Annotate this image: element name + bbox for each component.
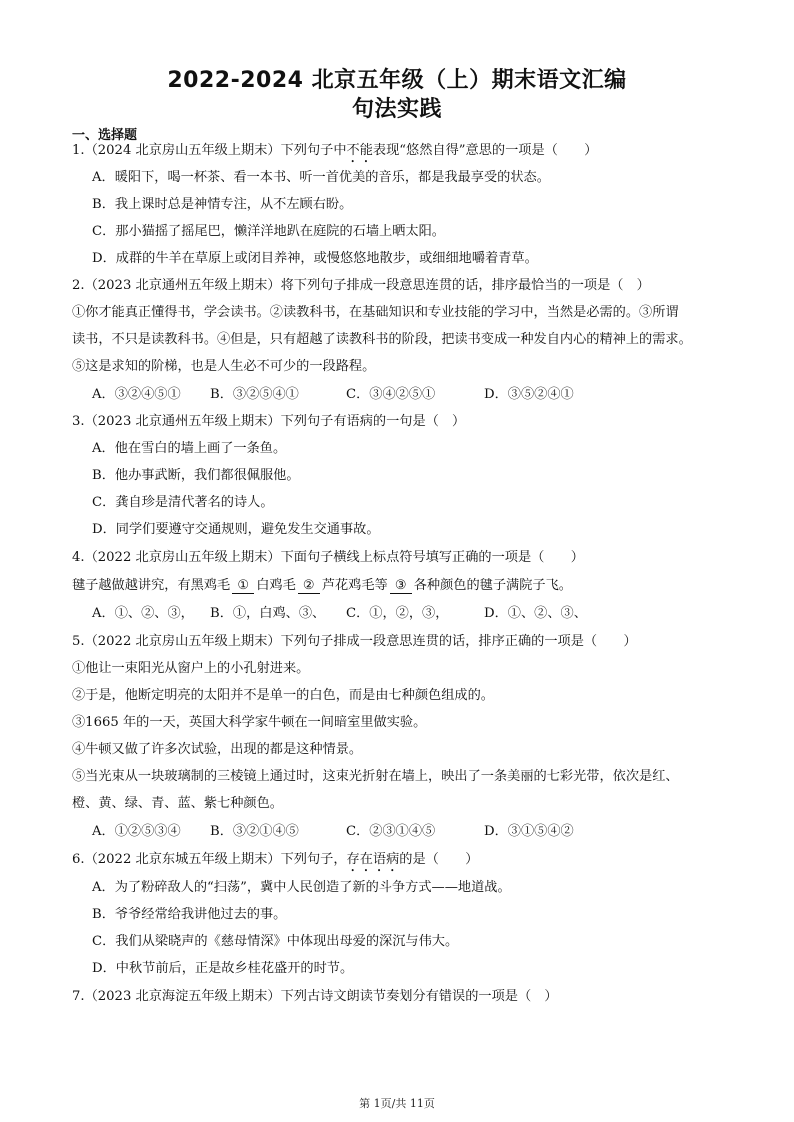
option-b: B．爷爷经常给我讲他过去的事。: [92, 907, 287, 922]
sentence-text: 芦花鸡毛等: [321, 578, 388, 593]
question-number: 6.: [72, 852, 85, 867]
option-a: A．他在雪白的墙上画了一条鱼。: [92, 441, 287, 456]
question-3-stem: [72, 414, 465, 430]
question-source: （2023 北京通州五年级上期末）: [84, 278, 281, 293]
question-1-stem: [72, 143, 597, 166]
question-source: （2022 北京东城五年级上期末）: [84, 852, 281, 867]
page-subtitle: 句法实践: [351, 97, 442, 122]
question-text: 下列句子，: [280, 852, 347, 867]
option-a: A．①、②、③，: [92, 606, 194, 621]
question-text: 下列句子有语病的一句是（ ）: [280, 414, 466, 429]
question-source: （2022 北京房山五年级上期末）: [84, 550, 281, 565]
question-number: 2.: [72, 278, 85, 293]
sentence-3: ③1665 年的一天，英国大科学家牛顿在一间暗室里做实验。: [72, 715, 427, 730]
options-row: [92, 606, 587, 622]
page-footer: 第 1页/共 11页: [359, 1097, 435, 1110]
question-text: 下列古诗文朗读节奏划分有错误的一项是（ ）: [280, 989, 558, 1004]
option-a: A．为了粉碎敌人的“扫荡”，冀中人民创造了新的斗争方式——地道战。: [92, 880, 511, 895]
question-text: 下面句子横线上标点符号填写正确的一项是（ ）: [280, 550, 584, 565]
sentence-1: ①他让一束阳光从窗户上的小孔射进来。: [72, 661, 310, 676]
question-text: 表现“悠然自得”意思的一项是（ ）: [372, 143, 598, 158]
question-text: 下列句子中: [280, 143, 347, 158]
option-b: B．③②①④⑤: [210, 824, 299, 839]
page-title: 2022-2024 北京五年级（上）期末语文汇编: [167, 68, 627, 93]
question-number: 5.: [72, 634, 85, 649]
blank-2: ②: [298, 579, 320, 594]
question-number: 7.: [72, 989, 85, 1004]
option-c: C．我们从梁晓声的《慈母情深》中体现出母爱的深沉与伟大。: [92, 934, 459, 949]
option-c: C．龚自珍是清代著名的诗人。: [92, 495, 274, 510]
option-a: A．③②④⑤①: [92, 387, 181, 402]
option-d: D．成群的牛羊在草原上或闭目养神，或慢悠悠地散步，或细细地嚼着青草。: [92, 251, 538, 266]
passage-line: ⑤这是求知的阶梯，也是人生必不可少的一段路程。: [72, 359, 376, 374]
question-7-stem: [72, 989, 558, 1005]
question-source: （2023 北京海淀五年级上期末）: [84, 989, 281, 1004]
question-5-stem: [72, 634, 637, 650]
passage-line: 读书，不只是读教科书。④但是，只有超越了读教科书的阶段，把读书变成一种发自内心的精神上的需求。: [72, 332, 692, 347]
question-text: 的是（ ）: [399, 852, 479, 867]
option-b: B．③②⑤④①: [210, 387, 299, 402]
question-2-stem: [72, 278, 650, 294]
blank-3: ③: [390, 579, 412, 594]
sentence-text: 毽子越做越讲究，有黑鸡毛: [72, 578, 231, 593]
section-heading: 一、选择题: [72, 128, 138, 143]
option-d: D．中秋节前后，正是故乡桂花盛开的时节。: [92, 961, 354, 976]
question-source: （2022 北京房山五年级上期末）: [84, 634, 281, 649]
option-d: D．③⑤②④①: [484, 387, 574, 402]
question-number: 4.: [72, 550, 85, 565]
sentence-text: 各种颜色的毽子满院子飞。: [413, 578, 572, 593]
option-a: A．暖阳下，喝一杯茶、看一本书、听一首优美的音乐，都是我最享受的状态。: [92, 170, 550, 185]
question-text: 下列句子排成一段意思连贯的话，排序正确的一项是（ ）: [280, 634, 637, 649]
options-row: [92, 387, 574, 403]
question-6-stem: [72, 852, 478, 875]
sentence-with-blanks: [72, 578, 572, 594]
option-b: B．他办事武断，我们都很佩服他。: [92, 468, 300, 483]
option-d: D．同学们要遵守交通规则，避免发生交通事故。: [92, 522, 380, 537]
option-c: C．③④②⑤①: [346, 387, 436, 402]
sentence-5-cont: 橙、黄、绿、青、蓝、紫七种颜色。: [72, 796, 283, 811]
option-c: C．②③①④⑤: [346, 824, 436, 839]
blank-1: ①: [232, 579, 254, 594]
option-b: B．我上课时总是神情专注，从不左顾右盼。: [92, 197, 353, 212]
passage-line: ①你才能真正懂得书，学会读书。②读教科书，在基础知识和专业技能的学习中，当然是必需的。③所谓: [72, 305, 679, 320]
option-a: A．①②⑤③④: [92, 824, 181, 839]
question-4-stem: [72, 550, 584, 566]
option-b: B．①，白鸡、③、: [210, 606, 326, 621]
question-source: （2023 北京通州五年级上期末）: [84, 414, 281, 429]
question-number: 3.: [72, 414, 85, 429]
sentence-2: ②于是，他断定明亮的太阳并不是单一的白色，而是由七种颜色组成的。: [72, 688, 494, 703]
options-row: [92, 824, 574, 840]
option-c: C．①，②，③，: [346, 606, 449, 621]
question-source: （2024 北京房山五年级上期末）: [84, 143, 281, 158]
sentence-5: ⑤当光束从一块玻璃制的三棱镜上通过时，这束光折射在墙上，映出了一条美丽的七彩光带，依次是红、: [72, 769, 679, 784]
option-c: C．那小猫摇了摇尾巴，懒洋洋地趴在庭院的石墙上晒太阳。: [92, 224, 445, 239]
question-number: 1.: [72, 143, 85, 158]
sentence-4: ④牛顿又做了许多次试验，出现的都是这种情景。: [72, 742, 363, 757]
emphasis-text: 不能: [346, 143, 373, 158]
option-d: D．①、②、③、: [484, 606, 587, 621]
option-d: D．③①⑤④②: [484, 824, 574, 839]
question-text: 将下列句子排成一段意思连贯的话，排序最恰当的一项是（ ）: [280, 278, 650, 293]
emphasis-text: 存在语病: [346, 852, 400, 867]
sentence-text: 白鸡毛: [256, 578, 296, 593]
